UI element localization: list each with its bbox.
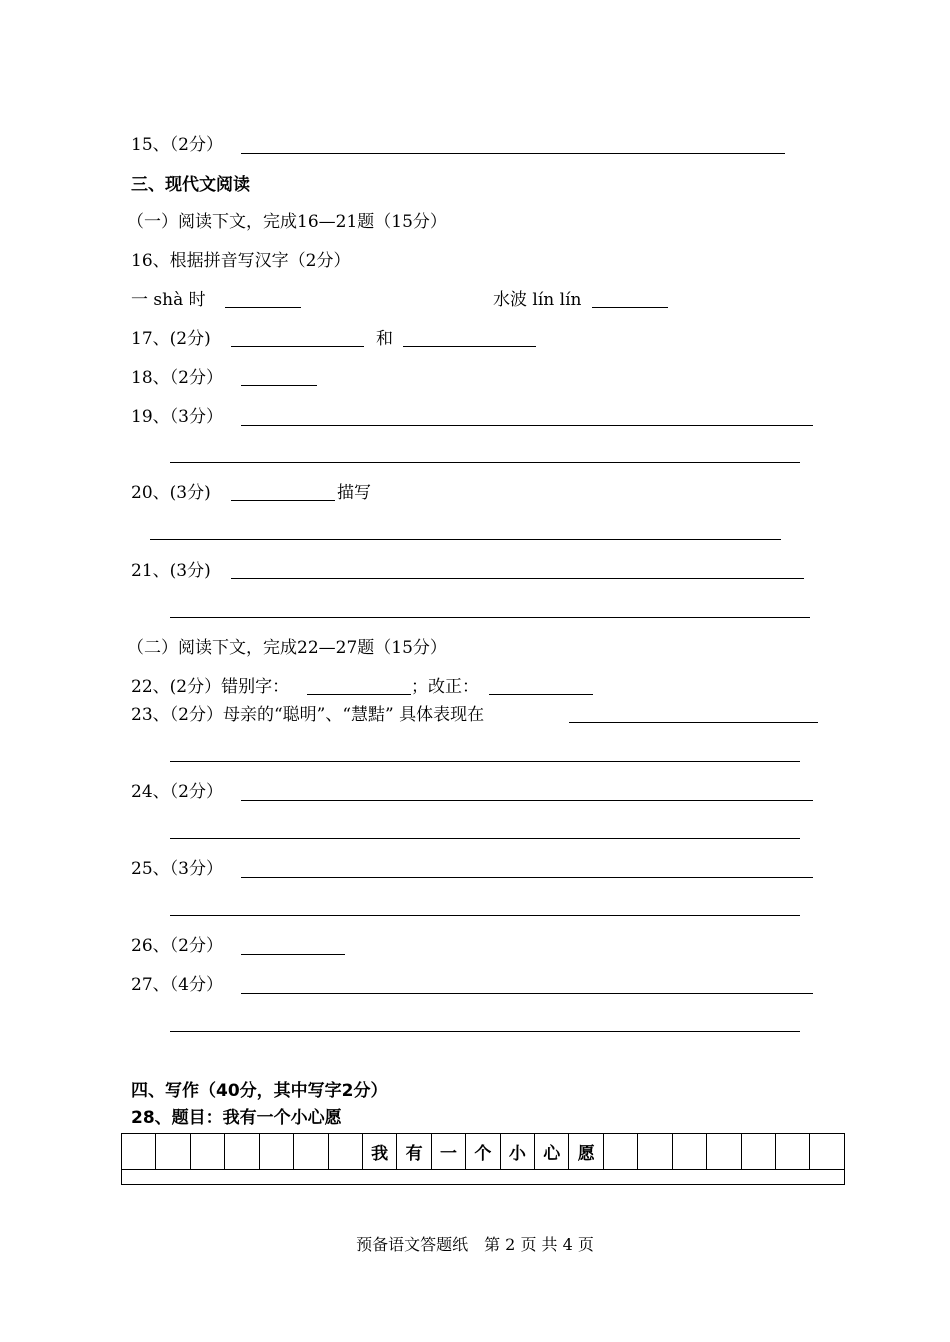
writing-grid-cell[interactable] [604, 1134, 638, 1169]
q25-label: 25、（3分） [131, 859, 223, 879]
writing-grid-cell[interactable]: 心 [535, 1134, 569, 1169]
writing-grid-cell[interactable] [810, 1134, 843, 1169]
writing-grid-row [122, 1134, 844, 1170]
q22-label: 22、(2分）错别字： [131, 677, 290, 697]
q22-typo-blank[interactable] [307, 694, 411, 695]
q15-label: 15、（2分） [131, 135, 223, 155]
q16-blank1[interactable] [225, 307, 301, 308]
q23-answer-line-2[interactable] [170, 761, 800, 762]
writing-grid-cell[interactable] [294, 1134, 328, 1169]
q25-answer-line-1[interactable] [241, 877, 813, 878]
writing-grid-cell[interactable] [742, 1134, 776, 1169]
q17-blank1[interactable] [231, 346, 364, 347]
q17-blank2[interactable] [403, 346, 536, 347]
writing-grid-cell[interactable] [225, 1134, 259, 1169]
writing-grid-strip [122, 1170, 844, 1184]
writing-grid-cell[interactable] [122, 1134, 156, 1169]
q21-answer-line-1[interactable] [231, 578, 804, 579]
section3-title: 三、现代文阅读 [131, 175, 250, 195]
writing-grid-cell[interactable] [260, 1134, 294, 1169]
writing-grid-cell[interactable]: 一 [432, 1134, 466, 1169]
q24-answer-line-1[interactable] [241, 800, 813, 801]
reading2-intro: （二）阅读下文，完成22—27题（15分） [127, 638, 447, 658]
writing-grid[interactable] [121, 1133, 845, 1185]
q25-answer-line-2[interactable] [170, 915, 800, 916]
writing-grid-cell[interactable]: 我 [363, 1134, 397, 1169]
writing-grid-cell[interactable] [707, 1134, 741, 1169]
q24-label: 24、（2分） [131, 782, 223, 802]
q16-label: 16、根据拼音写汉字（2分） [131, 251, 351, 271]
q15-answer-line[interactable] [241, 153, 785, 154]
reading1-intro: （一）阅读下文，完成16—21题（15分） [127, 212, 447, 232]
q27-label: 27、（4分） [131, 975, 223, 995]
q19-label: 19、（3分） [131, 407, 223, 427]
q16-blank2[interactable] [592, 307, 668, 308]
q27-answer-line-1[interactable] [241, 993, 813, 994]
writing-grid-cell[interactable] [329, 1134, 363, 1169]
q26-label: 26、（2分） [131, 936, 223, 956]
q26-blank[interactable] [241, 954, 345, 955]
q24-answer-line-2[interactable] [170, 838, 800, 839]
q17-conj: 和 [376, 329, 393, 349]
writing-grid-cell[interactable] [156, 1134, 190, 1169]
q20-label: 20、(3分) [131, 483, 211, 503]
q18-label: 18、（2分） [131, 368, 223, 388]
writing-grid-cell[interactable] [776, 1134, 810, 1169]
writing-grid-cell[interactable] [673, 1134, 707, 1169]
writing-grid-cell[interactable]: 愿 [569, 1134, 603, 1169]
q19-answer-line-1[interactable] [241, 425, 813, 426]
q21-answer-line-2[interactable] [170, 617, 810, 618]
q20-answer-line[interactable] [150, 539, 781, 540]
q16-item2: 水波 lín lín [493, 290, 582, 310]
q17-label: 17、(2分) [131, 329, 211, 349]
q21-label: 21、(3分) [131, 561, 211, 581]
q27-answer-line-2[interactable] [170, 1031, 800, 1032]
q20-suffix: 描写 [337, 483, 371, 503]
q19-answer-line-2[interactable] [170, 462, 800, 463]
q16-item1: 一 shà 时 [131, 290, 206, 310]
writing-grid-cell[interactable] [191, 1134, 225, 1169]
writing-grid-cell[interactable]: 个 [466, 1134, 500, 1169]
q18-blank[interactable] [241, 385, 317, 386]
section4-title: 四、写作（40分，其中写字2分） [131, 1081, 388, 1101]
page-footer: 预备语文答题纸 第 2 页 共 4 页 [356, 1235, 594, 1254]
writing-grid-cell[interactable] [638, 1134, 672, 1169]
q28-label: 28、题目：我有一个小心愿 [131, 1108, 342, 1128]
q22-sep: ；改正： [411, 677, 479, 697]
q23-answer-line-1[interactable] [569, 722, 818, 723]
writing-grid-cell[interactable]: 小 [501, 1134, 535, 1169]
q23-label: 23、（2分）母亲的“聪明”、“慧黠” 具体表现在 [131, 705, 485, 725]
writing-grid-cell[interactable]: 有 [397, 1134, 431, 1169]
q20-blank[interactable] [231, 500, 335, 501]
q22-correction-blank[interactable] [489, 694, 593, 695]
